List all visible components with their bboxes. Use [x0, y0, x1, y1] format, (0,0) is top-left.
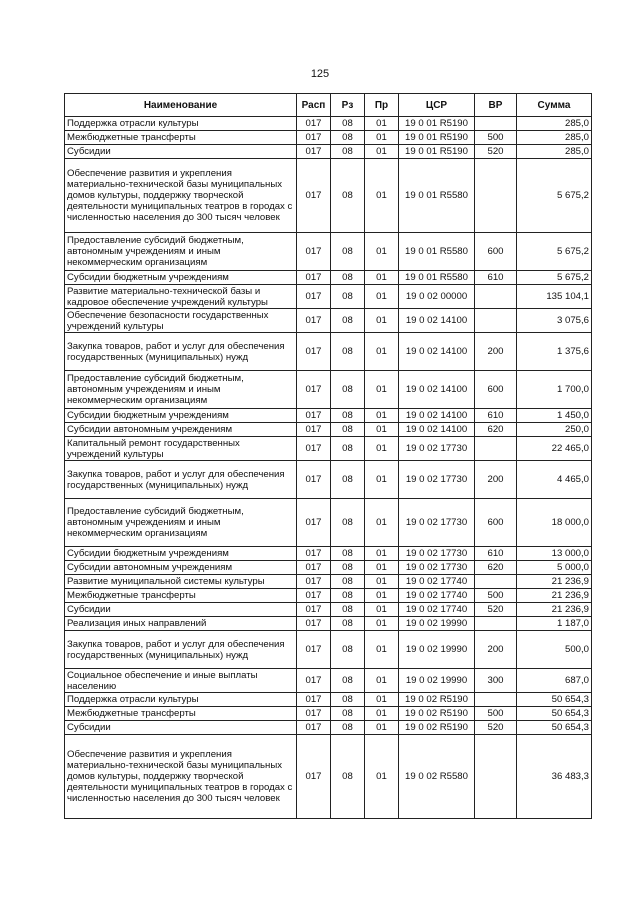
cell-sum: 50 654,3 [517, 693, 592, 707]
cell-rz: 08 [331, 617, 365, 631]
cell-rz: 08 [331, 603, 365, 617]
cell-name: Поддержка отрасли культуры [65, 117, 297, 131]
cell-rz: 08 [331, 561, 365, 575]
table-row [65, 603, 592, 617]
table-row [65, 499, 592, 547]
cell-rz: 08 [331, 423, 365, 437]
cell-rz: 08 [331, 693, 365, 707]
cell-name: Поддержка отрасли культуры [65, 693, 297, 707]
cell-name: Предоставление субсидий бюджетным, автономным учреждениям и иным некоммерческим организациям [65, 371, 297, 409]
cell-rasp: 017 [297, 117, 331, 131]
cell-vr: 200 [475, 333, 517, 371]
cell-rz: 08 [331, 735, 365, 819]
table-row [65, 271, 592, 285]
table-row [65, 285, 592, 309]
cell-sum: 1 375,6 [517, 333, 592, 371]
cell-pr: 01 [365, 669, 399, 693]
cell-rz: 08 [331, 371, 365, 409]
cell-rz: 08 [331, 131, 365, 145]
cell-name: Субсидии [65, 145, 297, 159]
cell-rz: 08 [331, 547, 365, 561]
cell-rz: 08 [331, 575, 365, 589]
cell-pr: 01 [365, 409, 399, 423]
cell-sum: 285,0 [517, 131, 592, 145]
cell-csr: 19 0 02 R5190 [399, 721, 475, 735]
cell-rasp: 017 [297, 547, 331, 561]
table-row [65, 721, 592, 735]
cell-csr: 19 0 02 14100 [399, 371, 475, 409]
cell-csr: 19 0 02 14100 [399, 423, 475, 437]
cell-pr: 01 [365, 333, 399, 371]
cell-vr: 500 [475, 589, 517, 603]
cell-name: Субсидии автономным учреждениям [65, 561, 297, 575]
cell-rasp: 017 [297, 603, 331, 617]
cell-name: Закупка товаров, работ и услуг для обеспечения государственных (муниципальных) нужд [65, 333, 297, 371]
header-sum: Сумма [517, 94, 592, 117]
cell-name: Субсидии бюджетным учреждениям [65, 409, 297, 423]
cell-sum: 1 187,0 [517, 617, 592, 631]
cell-name: Субсидии бюджетным учреждениям [65, 271, 297, 285]
cell-rz: 08 [331, 159, 365, 233]
cell-name: Обеспечение безопасности государственных учреждений культуры [65, 309, 297, 333]
cell-vr [475, 437, 517, 461]
cell-name: Межбюджетные трансферты [65, 707, 297, 721]
cell-rasp: 017 [297, 735, 331, 819]
cell-name: Предоставление субсидий бюджетным, автономным учреждениям и иным некоммерческим организациям [65, 233, 297, 271]
cell-rasp: 017 [297, 131, 331, 145]
cell-rz: 08 [331, 631, 365, 669]
cell-name: Закупка товаров, работ и услуг для обеспечения государственных (муниципальных) нужд [65, 461, 297, 499]
table-row [65, 707, 592, 721]
cell-vr [475, 285, 517, 309]
cell-name: Реализация иных направлений [65, 617, 297, 631]
cell-pr: 01 [365, 145, 399, 159]
table-row [65, 409, 592, 423]
cell-rasp: 017 [297, 409, 331, 423]
cell-pr: 01 [365, 575, 399, 589]
cell-sum: 3 075,6 [517, 309, 592, 333]
cell-rasp: 017 [297, 575, 331, 589]
cell-csr: 19 0 01 R5580 [399, 233, 475, 271]
cell-sum: 21 236,9 [517, 589, 592, 603]
cell-rz: 08 [331, 499, 365, 547]
cell-sum: 21 236,9 [517, 603, 592, 617]
cell-csr: 19 0 02 17730 [399, 547, 475, 561]
cell-sum: 4 465,0 [517, 461, 592, 499]
cell-rz: 08 [331, 409, 365, 423]
cell-pr: 01 [365, 631, 399, 669]
table-row [65, 131, 592, 145]
cell-csr: 19 0 01 R5580 [399, 271, 475, 285]
cell-pr: 01 [365, 159, 399, 233]
cell-vr: 610 [475, 547, 517, 561]
cell-csr: 19 0 02 14100 [399, 309, 475, 333]
cell-csr: 19 0 02 14100 [399, 333, 475, 371]
cell-rasp: 017 [297, 721, 331, 735]
cell-rasp: 017 [297, 285, 331, 309]
cell-csr: 19 0 02 17740 [399, 575, 475, 589]
cell-pr: 01 [365, 603, 399, 617]
cell-pr: 01 [365, 693, 399, 707]
cell-sum: 687,0 [517, 669, 592, 693]
cell-sum: 50 654,3 [517, 707, 592, 721]
header-rasp: Расп [297, 94, 331, 117]
cell-csr: 19 0 02 19990 [399, 669, 475, 693]
cell-pr: 01 [365, 617, 399, 631]
table-row [65, 461, 592, 499]
cell-name: Субсидии [65, 603, 297, 617]
cell-vr: 610 [475, 409, 517, 423]
cell-rz: 08 [331, 271, 365, 285]
cell-name: Развитие муниципальной системы культуры [65, 575, 297, 589]
cell-vr: 620 [475, 561, 517, 575]
cell-vr: 520 [475, 721, 517, 735]
table-row [65, 145, 592, 159]
header-rz: Рз [331, 94, 365, 117]
cell-sum: 50 654,3 [517, 721, 592, 735]
budget-table [64, 93, 592, 819]
cell-vr [475, 617, 517, 631]
cell-sum: 500,0 [517, 631, 592, 669]
cell-vr: 200 [475, 461, 517, 499]
table-row [65, 693, 592, 707]
cell-rz: 08 [331, 707, 365, 721]
table-header-row [65, 94, 592, 117]
cell-rasp: 017 [297, 437, 331, 461]
cell-sum: 18 000,0 [517, 499, 592, 547]
cell-sum: 135 104,1 [517, 285, 592, 309]
cell-rasp: 017 [297, 309, 331, 333]
cell-name: Обеспечение развития и укрепления материально-технической базы муниципальных домов культуры, поддержку творческой деятельности муниципальных театров в городах с численностью населения до 300 тысяч человек [65, 159, 297, 233]
cell-pr: 01 [365, 285, 399, 309]
cell-rasp: 017 [297, 631, 331, 669]
cell-csr: 19 0 02 R5580 [399, 735, 475, 819]
cell-vr [475, 309, 517, 333]
cell-pr: 01 [365, 589, 399, 603]
cell-csr: 19 0 01 R5190 [399, 117, 475, 131]
cell-name: Закупка товаров, работ и услуг для обеспечения государственных (муниципальных) нужд [65, 631, 297, 669]
cell-name: Субсидии автономным учреждениям [65, 423, 297, 437]
cell-pr: 01 [365, 233, 399, 271]
cell-rz: 08 [331, 721, 365, 735]
table-row [65, 371, 592, 409]
cell-rasp: 017 [297, 159, 331, 233]
cell-pr: 01 [365, 547, 399, 561]
table-row [65, 547, 592, 561]
cell-sum: 250,0 [517, 423, 592, 437]
cell-sum: 21 236,9 [517, 575, 592, 589]
cell-csr: 19 0 02 19990 [399, 617, 475, 631]
cell-rasp: 017 [297, 333, 331, 371]
cell-pr: 01 [365, 117, 399, 131]
cell-pr: 01 [365, 271, 399, 285]
cell-rz: 08 [331, 333, 365, 371]
cell-name: Обеспечение развития и укрепления материально-технической базы муниципальных домов культуры, поддержку творческой деятельности муниципальных театров в городах с численностью населения до 300 тысяч человек [65, 735, 297, 819]
table-row [65, 437, 592, 461]
cell-rz: 08 [331, 309, 365, 333]
cell-name: Межбюджетные трансферты [65, 589, 297, 603]
cell-csr: 19 0 02 R5190 [399, 707, 475, 721]
cell-csr: 19 0 02 17730 [399, 561, 475, 575]
cell-csr: 19 0 02 17730 [399, 499, 475, 547]
cell-sum: 285,0 [517, 145, 592, 159]
cell-rz: 08 [331, 117, 365, 131]
header-csr: ЦСР [399, 94, 475, 117]
table-body [65, 117, 592, 819]
cell-rasp: 017 [297, 561, 331, 575]
cell-pr: 01 [365, 437, 399, 461]
cell-csr: 19 0 02 17730 [399, 461, 475, 499]
cell-rz: 08 [331, 669, 365, 693]
cell-rasp: 017 [297, 589, 331, 603]
cell-rasp: 017 [297, 499, 331, 547]
table-row [65, 735, 592, 819]
cell-csr: 19 0 02 14100 [399, 409, 475, 423]
table-row [65, 561, 592, 575]
cell-csr: 19 0 01 R5190 [399, 145, 475, 159]
table-row [65, 309, 592, 333]
cell-name: Межбюджетные трансферты [65, 131, 297, 145]
cell-csr: 19 0 01 R5580 [399, 159, 475, 233]
table-row [65, 589, 592, 603]
cell-name: Развитие материально-технической базы и кадровое обеспечение учреждений культуры [65, 285, 297, 309]
cell-rasp: 017 [297, 233, 331, 271]
cell-vr: 500 [475, 707, 517, 721]
table-row [65, 233, 592, 271]
cell-pr: 01 [365, 461, 399, 499]
table-row [65, 333, 592, 371]
cell-vr: 600 [475, 233, 517, 271]
cell-pr: 01 [365, 499, 399, 547]
table-row [65, 159, 592, 233]
header-name: Наименование [65, 94, 297, 117]
cell-sum: 5 675,2 [517, 271, 592, 285]
cell-rasp: 017 [297, 617, 331, 631]
cell-sum: 36 483,3 [517, 735, 592, 819]
cell-vr: 200 [475, 631, 517, 669]
cell-rz: 08 [331, 589, 365, 603]
table-row [65, 117, 592, 131]
cell-vr: 620 [475, 423, 517, 437]
cell-pr: 01 [365, 423, 399, 437]
cell-name: Субсидии бюджетным учреждениям [65, 547, 297, 561]
cell-sum: 5 000,0 [517, 561, 592, 575]
cell-name: Субсидии [65, 721, 297, 735]
cell-rasp: 017 [297, 271, 331, 285]
cell-pr: 01 [365, 131, 399, 145]
cell-sum: 1 700,0 [517, 371, 592, 409]
cell-rz: 08 [331, 461, 365, 499]
cell-csr: 19 0 01 R5190 [399, 131, 475, 145]
cell-vr [475, 575, 517, 589]
cell-pr: 01 [365, 309, 399, 333]
cell-rz: 08 [331, 437, 365, 461]
header-vr: ВР [475, 94, 517, 117]
cell-pr: 01 [365, 707, 399, 721]
cell-vr: 600 [475, 499, 517, 547]
table-row [65, 631, 592, 669]
cell-pr: 01 [365, 721, 399, 735]
cell-name: Капитальный ремонт государственных учреждений культуры [65, 437, 297, 461]
cell-vr: 500 [475, 131, 517, 145]
cell-csr: 19 0 02 17740 [399, 589, 475, 603]
cell-csr: 19 0 02 17730 [399, 437, 475, 461]
cell-pr: 01 [365, 735, 399, 819]
cell-vr [475, 735, 517, 819]
cell-csr: 19 0 02 R5190 [399, 693, 475, 707]
cell-sum: 13 000,0 [517, 547, 592, 561]
cell-rasp: 017 [297, 669, 331, 693]
cell-sum: 22 465,0 [517, 437, 592, 461]
cell-name: Предоставление субсидий бюджетным, автономным учреждениям и иным некоммерческим организациям [65, 499, 297, 547]
page-number: 125 [310, 68, 330, 80]
cell-rasp: 017 [297, 423, 331, 437]
cell-rz: 08 [331, 285, 365, 309]
cell-csr: 19 0 02 17740 [399, 603, 475, 617]
cell-sum: 5 675,2 [517, 159, 592, 233]
table-row [65, 617, 592, 631]
cell-rasp: 017 [297, 145, 331, 159]
cell-pr: 01 [365, 371, 399, 409]
table-row [65, 423, 592, 437]
cell-vr [475, 693, 517, 707]
cell-rz: 08 [331, 145, 365, 159]
cell-rasp: 017 [297, 461, 331, 499]
cell-sum: 5 675,2 [517, 233, 592, 271]
cell-csr: 19 0 02 00000 [399, 285, 475, 309]
cell-rasp: 017 [297, 707, 331, 721]
cell-vr: 610 [475, 271, 517, 285]
cell-rasp: 017 [297, 693, 331, 707]
cell-sum: 1 450,0 [517, 409, 592, 423]
cell-vr [475, 159, 517, 233]
cell-pr: 01 [365, 561, 399, 575]
cell-vr: 520 [475, 603, 517, 617]
cell-vr: 300 [475, 669, 517, 693]
header-pr: Пр [365, 94, 399, 117]
cell-rasp: 017 [297, 371, 331, 409]
cell-vr: 520 [475, 145, 517, 159]
table-row [65, 669, 592, 693]
cell-name: Социальное обеспечение и иные выплаты населению [65, 669, 297, 693]
cell-vr: 600 [475, 371, 517, 409]
cell-sum: 285,0 [517, 117, 592, 131]
cell-rz: 08 [331, 233, 365, 271]
cell-vr [475, 117, 517, 131]
cell-csr: 19 0 02 19990 [399, 631, 475, 669]
table-row [65, 575, 592, 589]
